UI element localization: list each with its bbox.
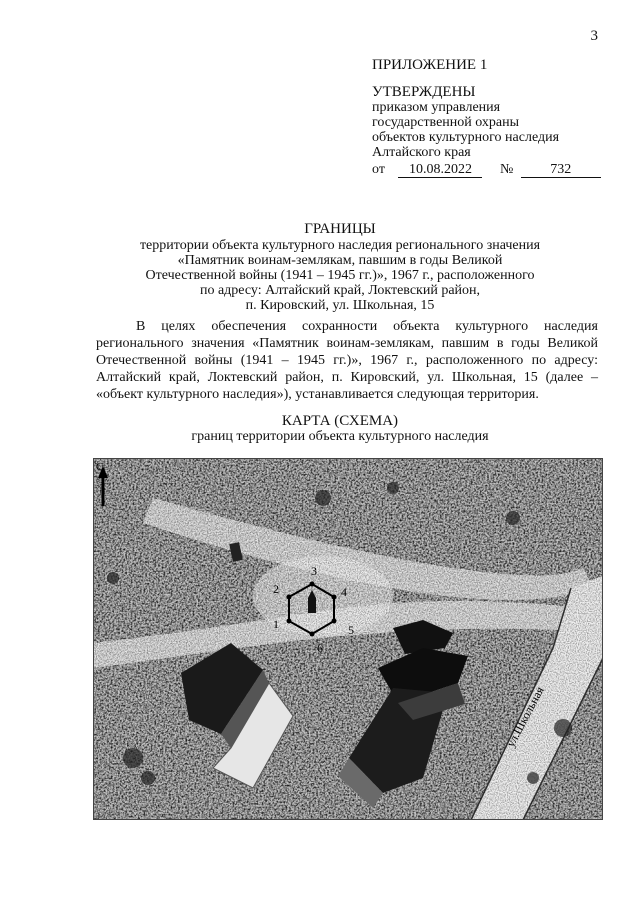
boundary-point-label: 5 <box>348 623 354 637</box>
number-label: № <box>499 162 514 177</box>
approval-line: приказом управления <box>372 100 501 115</box>
boundary-point-label: 1 <box>273 617 279 631</box>
title-line: территории объекта культурного наследия регионального значения <box>139 238 541 253</box>
approval-line: Алтайского края <box>372 145 471 160</box>
title-line: «Памятник воинам-землякам, павшим в годы Великой <box>177 253 503 268</box>
order-date: 10.08.2022 <box>398 163 482 178</box>
from-label: от <box>372 162 385 177</box>
street-label: ул.Школьная <box>503 684 547 750</box>
map-subheading: границ территории объекта культурного наследия <box>191 429 489 444</box>
map-heading: КАРТА (СХЕМА) <box>281 413 399 429</box>
body-paragraph: В целях обеспечения сохранности объекта культурного наследия регионального значения «Памятник воинам-землякам, павшим в годы Великой Отечественной войны (1941 – 1945 гг.)», 1967 г., расположенного по адресу: Алтайский край, Локтевский район, п. Кировский, ул. Школьная, 15 (далее – «объект культурного наследия»), устанавливается следующая территория. <box>96 319 598 402</box>
order-number: 732 <box>521 163 601 178</box>
boundary-point-label: 3 <box>311 564 317 578</box>
approved-label: УТВЕРЖДЕНЫ <box>372 84 476 100</box>
boundary-point-label: 2 <box>273 582 279 596</box>
boundary-point-label: 4 <box>341 585 347 599</box>
north-label: С <box>96 461 104 473</box>
title-heading: ГРАНИЦЫ <box>304 221 376 237</box>
boundary-point-label: 6 <box>317 641 323 655</box>
document-title <box>40 222 640 313</box>
title-line: Отечественной войны (1941 – 1945 гг.)», 1967 г., расположенного <box>145 268 535 283</box>
page-number: 3 <box>590 28 598 44</box>
approval-line: государственной охраны <box>372 115 520 130</box>
title-line: по адресу: Алтайский край, Локтевский район, <box>199 283 481 298</box>
aerial-map <box>93 458 603 820</box>
appendix-label: ПРИЛОЖЕНИЕ 1 <box>372 57 488 73</box>
order-reference <box>372 162 601 178</box>
title-line: п. Кировский, ул. Школьная, 15 <box>245 298 435 313</box>
approval-line: объектов культурного наследия <box>372 130 560 145</box>
approval-block <box>372 58 601 178</box>
map-title <box>40 414 640 444</box>
